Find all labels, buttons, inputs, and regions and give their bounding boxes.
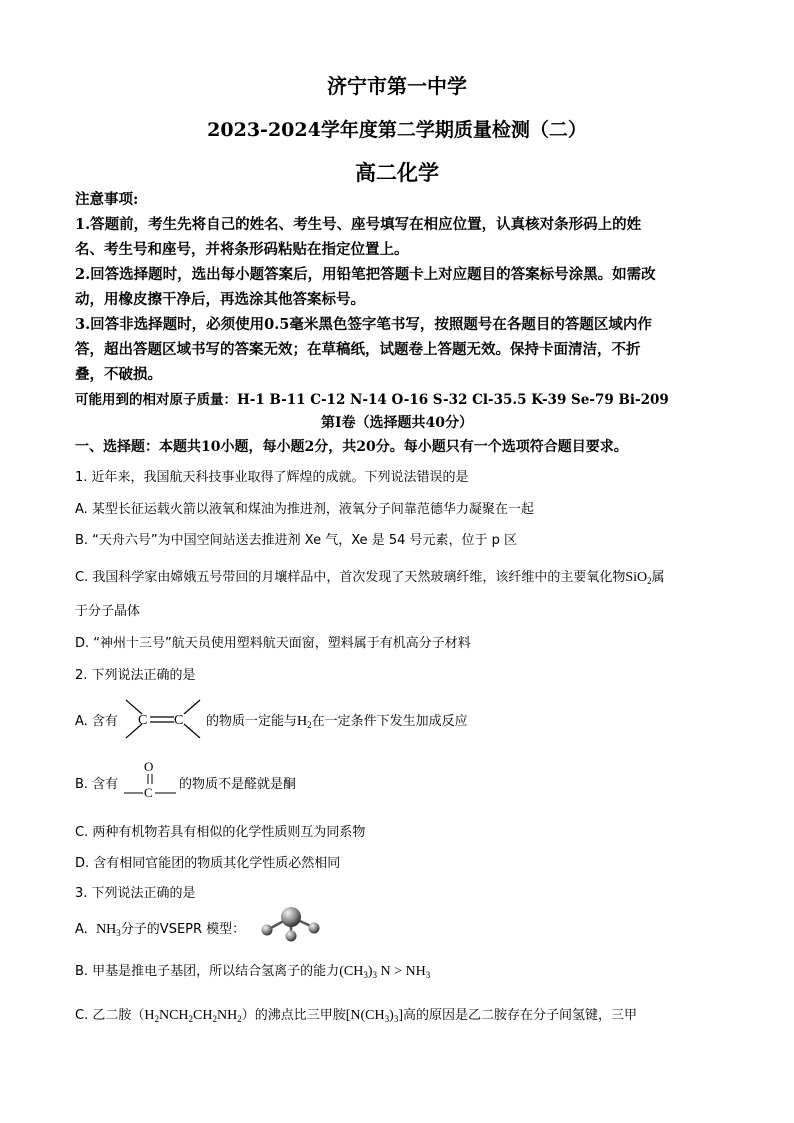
q3-option-a: A. $NH_3$分子的VSEPR 模型： <box>75 922 246 938</box>
alkene-structure <box>122 694 204 744</box>
bond-upper-right <box>184 700 200 714</box>
atomic-masses: 可能用到的相对原子质量：H-1 B-11 C-12 N-14 O-16 S-32 Cl-35.5 K-39 Se-79 Bi-209 <box>75 392 669 408</box>
notice-item-3-line-2: 答，超出答题区域书写的答案无效；在草稿纸，试题卷上答题无效。保持卡面清洁，不折 <box>75 341 641 358</box>
q3-option-b: B. 甲基是推电子基团，所以结合氢离子的能力$(CH_3)_3$ $N > NH_3$ <box>75 964 431 980</box>
q2-option-a-prefix: A. 含有 <box>75 714 118 729</box>
q2-option-d: D. 含有相同官能团的物质其化学性质必然相同 <box>75 856 341 871</box>
school-name: 济宁市第一中学 <box>327 74 467 98</box>
notice-item-1-line-1: 1.答题前，考生先将自己的姓名、考生号、座号填写在相应位置，认真核对条形码上的姓 <box>75 216 642 233</box>
q3-option-c: C. 乙二胺$(H_2NCH_2CH_2NH_2)$的沸点比三甲胺$[N(CH_3)_3]$高的原因是乙二胺存在分子间氢键，三甲 <box>75 1008 637 1024</box>
ethylenediamine-formula: $H_2NCH_2CH_2NH_2$ <box>144 1008 242 1024</box>
part-title: 一、选择题：本题共10小题，每小题2分，共20分。每小题只有一个选项符合题目要求。 <box>75 439 628 455</box>
q3-stem: 3. 下列说法正确的是 <box>75 886 196 901</box>
carbonyl-carbon: C <box>144 785 153 799</box>
exam-title: 2023-2024学年度第二学期质量检测（二） <box>207 119 587 141</box>
q1-option-c-suffix: 属 <box>651 570 665 585</box>
q2-option-b-prefix: B. 含有 <box>75 777 119 792</box>
trimethylamine-formula: $[N(CH_3)_3]$ <box>345 1008 403 1024</box>
notice-item-3-line-1: 3.回答非选择题时，必须使用0.5毫米黑色签字笔书写，按照题号在各题目的答题区域内作 <box>75 316 652 333</box>
bond-lower-right <box>184 724 200 738</box>
q2-option-a-rest: 的物质一定能与$H_2$在一定条件下发生加成反应 <box>206 714 468 730</box>
notice-item-3-line-3: 叠，不破损。 <box>75 366 162 383</box>
q1-option-a: A. 某型长征运载火箭以液氧和煤油为推进剂，液氧分子间靠范德华力凝聚在一起 <box>75 502 534 517</box>
q1-option-c <box>75 566 665 586</box>
notice-item-2-line-1: 2.回答选择题时，选出每小题答案后，用铅笔把答题卡上对应题目的答案标号涂黑。如需改 <box>75 266 656 283</box>
subject-title: 高二化学 <box>355 160 439 185</box>
carbonyl-structure <box>122 757 178 799</box>
q2-option-c: C. 两种有机物若具有相似的化学性质则互为同系物 <box>75 825 366 840</box>
bond-upper-left <box>126 700 142 714</box>
q1-option-b: B. “天舟六号”为中国空间站送去推进剂 Xe 气，Xe 是 54 号元素，位于 p 区 <box>75 533 518 548</box>
q2-option-b-suffix: 的物质不是醛就是酮 <box>179 777 297 792</box>
q1-option-c-formula: SiO$_2$ <box>625 570 652 586</box>
volume-title: 第Ⅰ卷（选择题共40分） <box>320 415 474 431</box>
q1-option-d: D. “神州十三号”航天员使用塑料航天面窗，塑料属于有机高分子材料 <box>75 636 471 651</box>
carbon-right: C <box>174 713 184 728</box>
q1-stem: 1. 近年来，我国航天科技事业取得了辉煌的成就。下列说法错误的是 <box>75 470 469 485</box>
oxygen-atom: O <box>144 759 154 774</box>
hydrogen-formula: $H_2$ <box>297 714 312 730</box>
notice-item-1-line-2: 名、考生号和座号，并将条形码粘贴在指定位置上。 <box>75 241 409 258</box>
notice-title: 注意事项: <box>75 191 139 208</box>
ammonia-formula: $NH_3$ <box>96 922 121 938</box>
ball-and-stick-model-icon <box>258 905 324 943</box>
q2-stem: 2. 下列说法正确的是 <box>75 668 196 683</box>
carbon-left: C <box>138 713 148 728</box>
notice-item-2-line-2: 动，用橡皮擦干净后，再选涂其他答案标号。 <box>75 291 365 308</box>
q1-option-c-line-2: 于分子晶体 <box>75 604 141 619</box>
trimethylamine-comparison: $(CH_3)_3$ $N > NH_3$ <box>339 964 431 980</box>
q1-option-c-prefix: C. 我国科学家由嫦娥五号带回的月壤样品中，首次发现了天然玻璃纤维，该纤维中的主要氧化物 <box>75 570 626 585</box>
